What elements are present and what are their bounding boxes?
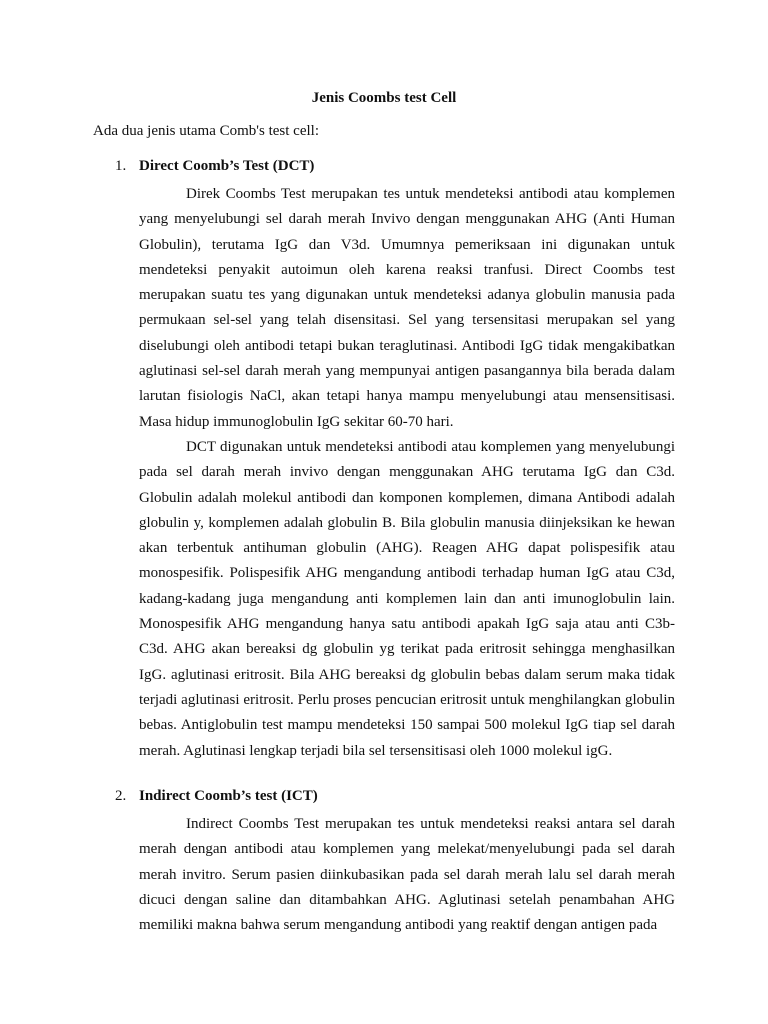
- paragraph: Direk Coombs Test merupakan tes untuk mendeteksi antibodi atau komplemen yang menyelubungi sel darah merah Invivo dengan menggunakan AHG (Anti Human Globulin), terutama IgG dan V3d. Umumnya pemeriksaan ini digunakan untuk mendeteksi penyakit autoimun oleh karena reaksi tranfusi. Direct Coombs test merupakan suatu tes yang digunakan untuk mendeteksi adanya globulin manusia pada permukaan sel-sel yang telah disensitasi. Sel yang tersensitasi merupakan sel yang diselubungi oleh antibodi tetapi bukan teraglutinasi. Antibodi IgG tidak mengakibatkan aglutinasi sel-sel darah merah yang mempunyai antigen pasangannya bila berada dalam larutan fisiologis NaCl, akan tetapi hanya mampu menyelubungi atau mensensitisasi. Masa hidup immunoglobulin IgG sekitar 60-70 hari.: [139, 186, 675, 430]
- document-title: Jenis Coombs test Cell: [311, 90, 457, 106]
- section-heading-text: Direct Coomb’s Test (DCT): [139, 158, 315, 174]
- section-indirect-coombs-test: [115, 786, 675, 938]
- section-direct-coombs-test: [115, 156, 675, 764]
- section-heading-text: Indirect Coomb’s test (ICT): [139, 788, 318, 804]
- paragraph: Indirect Coombs Test merupakan tes untuk mendeteksi reaksi antara sel darah merah dengan antibodi atau komplemen yang melekat/menyelubungi pada sel darah merah invitro. Serum pasien diinkubasikan pada sel darah merah lalu sel darah merah dicuci dengan saline dan ditambahkan AHG. Aglutinasi setelah penambahan AHG memiliki makna bahwa serum mengandung antibodi yang reaktif dengan antigen pada: [139, 816, 675, 934]
- section-heading: [115, 156, 675, 182]
- section-heading: [115, 786, 675, 812]
- section-number: 2.: [115, 788, 127, 804]
- paragraph: DCT digunakan untuk mendeteksi antibodi atau komplemen yang menyelubungi pada sel darah merah invivo dengan menggunakan AHG terutama IgG dan C3d. Globulin adalah molekul antibodi dan komponen komplemen, dimana Antibodi adalah globulin y, komplemen adalah globulin B. Bila globulin manusia diinjeksikan ke hewan akan terbentuk antihuman globulin (AHG). Reagen AHG dapat polispesifik atau monospesifik. Polispesifik AHG mengandung antibodi terhadap human IgG atau C3d, kadang-kadang juga mengandung anti komplemen lain dan anti imunoglobulin lain. Monospesifik AHG mengandung hanya satu antibodi apakah IgG saja atau anti C3b-C3d. AHG akan bereaksi dg globulin yg terikat pada eritrosit sehingga menghasilkan IgG. aglutinasi eritrosit. Bila AHG bereaksi dg globulin bebas dalam serum maka tidak terjadi aglutinasi eritrosit. Perlu proses pencucian eritrosit untuk menghilangkan globulin bebas. Antiglobulin test mampu mendeteksi 150 sampai 500 molekul IgG tiap sel darah merah. Aglutinasi lengkap terjadi bila sel tersensitisasi oleh 1000 molekul igG.: [139, 438, 675, 759]
- intro-text: Ada dua jenis utama Comb's test cell:: [93, 123, 319, 139]
- section-number: 1.: [115, 158, 127, 174]
